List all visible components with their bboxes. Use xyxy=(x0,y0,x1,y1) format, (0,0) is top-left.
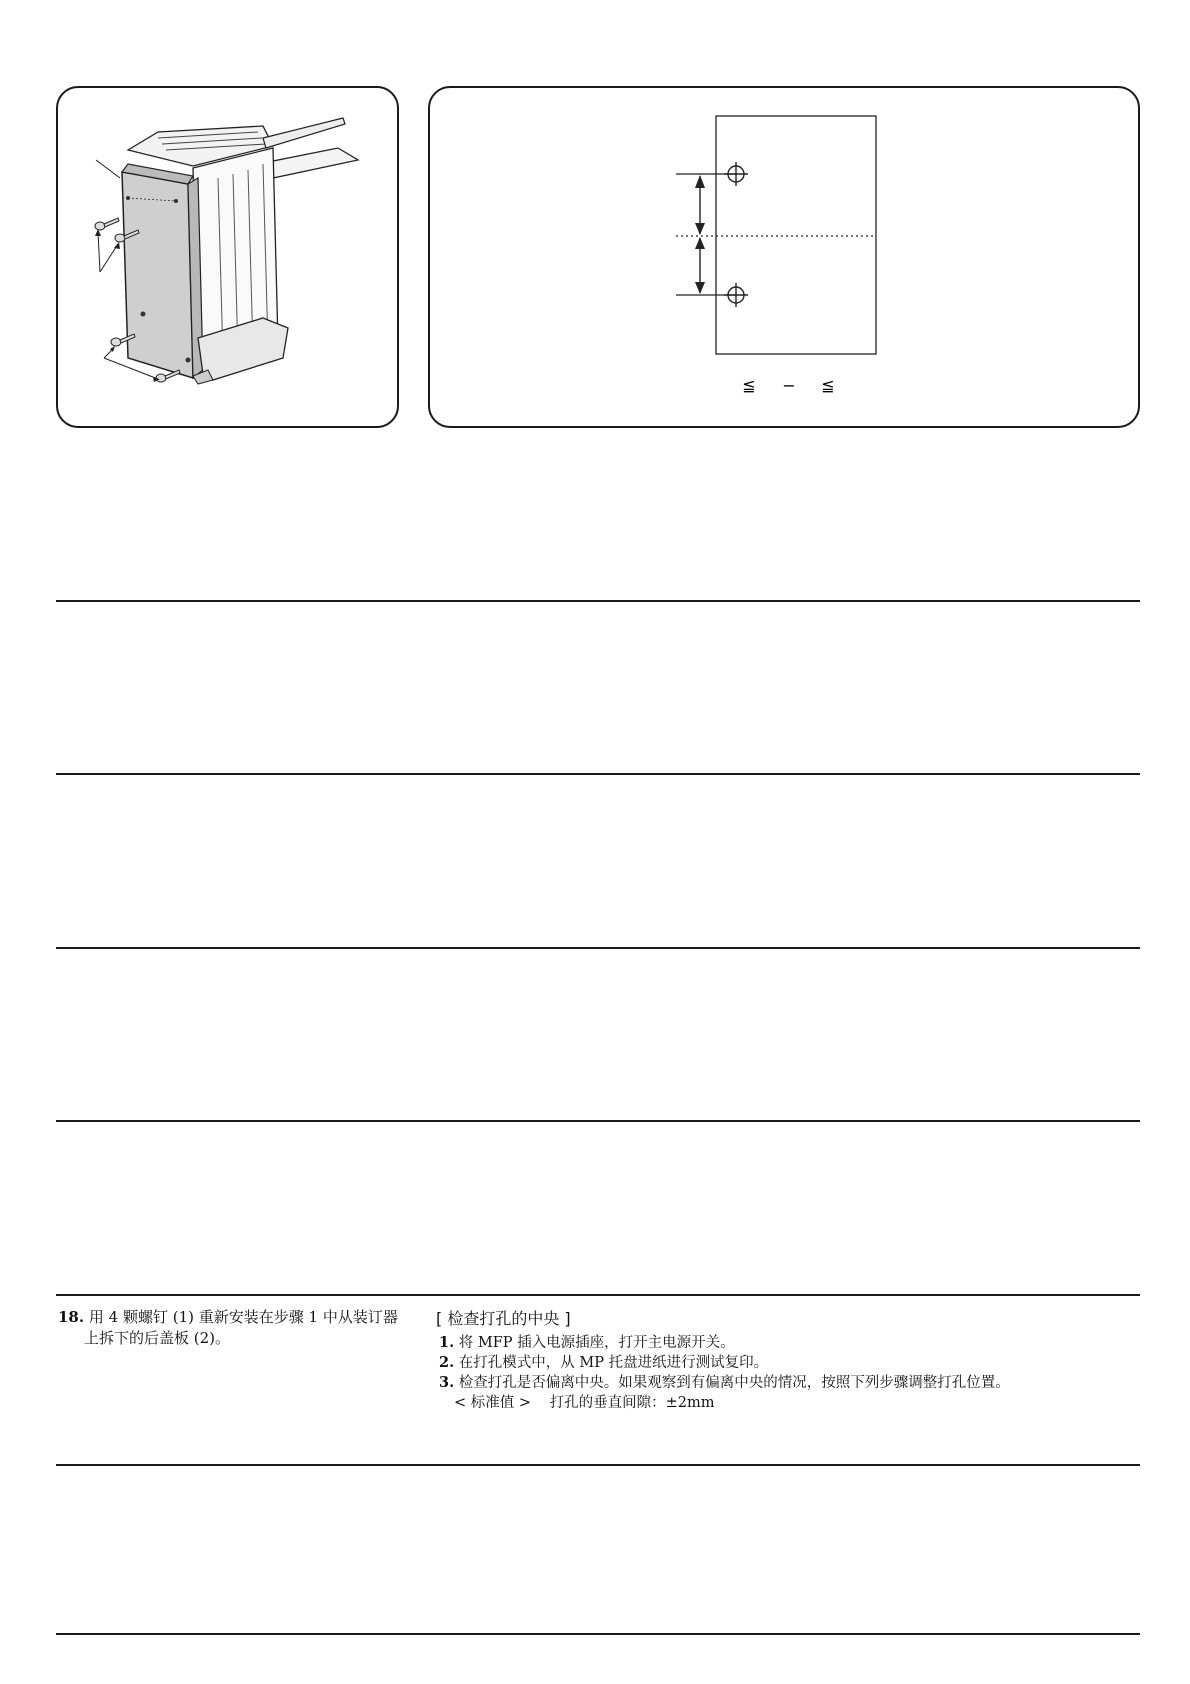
step-18-text xyxy=(58,1307,408,1349)
check-punch-center-section xyxy=(436,1307,1136,1413)
divider xyxy=(56,1294,1140,1296)
formula-dash: − xyxy=(782,376,796,395)
divider xyxy=(56,600,1140,602)
divider xyxy=(56,947,1140,949)
item-text: 在打孔模式中，从 MP 托盘进纸进行测试复印。 xyxy=(458,1355,769,1371)
item-number: 2. xyxy=(439,1354,455,1371)
standard-label: < 标准值 > xyxy=(454,1395,532,1411)
list-item xyxy=(436,1333,1136,1353)
figure-finisher-panel xyxy=(56,86,399,428)
step-line-1: 用 4 颗螺钉 (1) 重新安装在步骤 1 中从装订器 xyxy=(88,1308,398,1326)
item-number: 3. xyxy=(439,1374,455,1391)
item-text: 将 MFP 插入电源插座，打开主电源开关。 xyxy=(458,1335,735,1351)
figure-punch-center-panel xyxy=(428,86,1140,428)
formula-left-symbol: ≦ xyxy=(742,376,756,395)
divider xyxy=(56,1464,1140,1466)
divider xyxy=(56,1120,1140,1122)
formula-right-symbol: ≦ xyxy=(821,376,835,395)
paper-sheet xyxy=(716,116,876,354)
step-line-2: 上拆下的后盖板 (2)。 xyxy=(84,1329,231,1347)
punch-hole-diagram xyxy=(430,88,1138,426)
standard-value-line xyxy=(436,1393,1136,1413)
divider xyxy=(56,1633,1140,1635)
item-number: 1. xyxy=(439,1334,455,1351)
finisher-illustration xyxy=(58,88,397,426)
list-item xyxy=(436,1373,1136,1393)
list-item xyxy=(436,1353,1136,1373)
item-text: 检查打孔是否偏离中央。如果观察到有偏离中央的情况，按照下列步骤调整打孔位置。 xyxy=(458,1375,1010,1391)
section-heading: [ 检查打孔的中央 ] xyxy=(436,1309,571,1328)
divider xyxy=(56,773,1140,775)
standard-text: 打孔的垂直间隙：±2mm xyxy=(549,1395,715,1411)
step-number: 18. xyxy=(58,1308,85,1326)
